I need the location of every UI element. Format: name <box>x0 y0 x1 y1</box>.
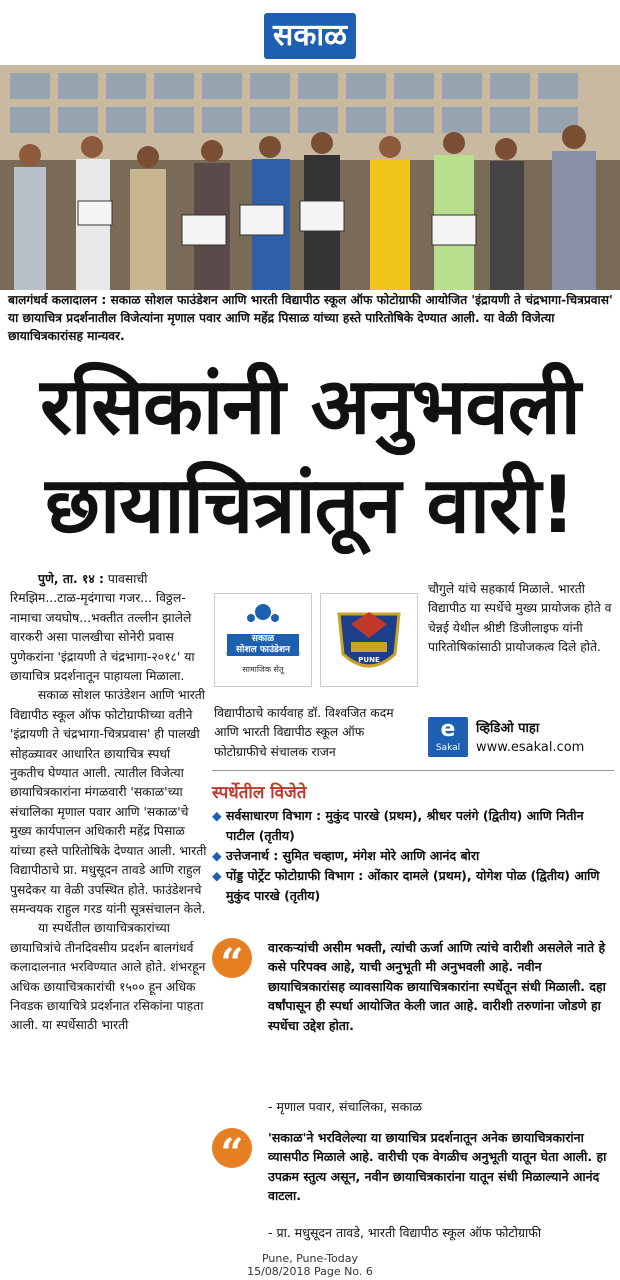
list-item <box>212 846 614 866</box>
esakal-icon[interactable] <box>428 717 468 757</box>
quote-text: वारकऱ्यांची असीम भक्ती, त्यांची ऊर्जा आणि त्यांचे वारीशी असलेले नाते हे कसे परिपक्व आहे, याची अनुभूती मी अनुभवली आहे. नवीन छायाचित्रकारांसह व्यावसायिक छायाचित्रकारांना स्पर्धेतून संधी मिळाली. दहा वर्षांपासून ही स्पर्धा आयोजित केली जात आहे. वारीशी तरुणांना जोडणे हा स्पर्धेचा उद्देश होता. <box>268 940 606 1033</box>
bullet-icon: ◆ <box>212 848 222 863</box>
quote-icon: “ <box>212 938 252 978</box>
quote-author: - प्रा. मधुसूदन तावडे, भारती विद्यापीठ स्कूल ऑफ फोटोग्राफी <box>268 1225 542 1240</box>
footer-line-1: Pune, Pune-Today <box>261 1252 359 1265</box>
group-photo-icon <box>0 65 620 290</box>
university-emblem-icon <box>321 594 417 686</box>
video-label: व्हिडिओ पाहा <box>476 721 540 736</box>
esakal-icon-letter: e <box>440 717 456 742</box>
list-item <box>212 866 614 906</box>
headline-line-2: छायाचित्रांतून वारी! <box>45 461 575 551</box>
winners-title: स्पर्धेतील विजेते <box>212 783 307 803</box>
page-footer <box>0 1252 620 1278</box>
article-column-1 <box>10 570 208 1036</box>
winner-text: सर्वसाधारण विभाग : मुकुंद पारखे (प्रथम), श्रीधर पलंगे (द्वितीय) आणि नितीन पाटील (तृतीय) <box>226 808 584 843</box>
section-divider <box>212 770 614 771</box>
esakal-link[interactable]: www.esakal.com <box>476 740 585 755</box>
winner-text: उत्तेजनार्थ : सुमित चव्हाण, मंगेश मोरे आणि आनंद बोरा <box>226 848 480 863</box>
foundation-logo-line-2: सोशल फाउंडेशन <box>236 645 290 655</box>
quote-author: - मृणाल पवार, संचालिका, सकाळ <box>268 1099 422 1114</box>
winners-list <box>212 806 614 906</box>
esakal-icon-sub: Sakal <box>435 743 461 753</box>
sakal-logo <box>264 13 356 59</box>
quote-block <box>212 1128 614 1248</box>
quote-text: 'सकाळ'ने भरविलेल्या या छायाचित्र प्रदर्शनातून अनेक छायाचित्रकारांना व्यासपीठ मिळाले आहे. वारीची एक वेगळीच अनुभूती यातून घेता आली. हा उपक्रम स्तुत्य असून, नवीन छायाचित्रकारांना यातून संधी मिळाल्याने आनंद वाटला. <box>268 1130 607 1204</box>
bharati-vidyapeeth-logo <box>320 593 418 687</box>
quote-icon: “ <box>212 1128 252 1168</box>
event-photo <box>0 65 620 290</box>
article-column-2: विद्यापीठाचे कार्यवाह डॉ. विश्वजित कदम आणि भारती विद्यापीठ स्कूल ऑफ फोटोग्राफीचे संचालक राजन <box>214 706 394 759</box>
logo-text: सकाळ <box>273 18 347 53</box>
headline-line-1: रसिकांनी अनुभवली <box>40 362 580 452</box>
dateline: पुणे, ता. १४ : <box>38 572 104 586</box>
foundation-tagline: सामाजिक सेतू <box>242 665 284 674</box>
article-paragraph-2: सकाळ सोशल फाउंडेशन आणि भारती विद्यापीठ स्कूल ऑफ फोटोग्राफीच्या वतीने 'इंद्रायणी ते चंद्रभागा-चित्रप्रवास' ही पालखी सोहळ्यावर आधारित छायाचित्र स्पर्धा नुकतीच घेण्यात आली. त्यातील विजेत्या छायाचित्रकारांना मंगळवारी 'सकाळ'च्या संचालिका मृणाल पवार आणि 'सकाळ'चे मुख्य कार्यपालन अधिकारी महेंद्र पिसाळ यांच्या हस्ते पारितोषिके देण्यात आली. भारती विद्यापीठाचे प्रा. मधुसूदन तावडे आणि राहुल पुसदेकर या वेळी उपस्थित होते. फाउंडेशनचे समन्वयक राहुल गरड यांनी सूत्रसंचालन केले. <box>10 688 207 916</box>
bullet-icon: ◆ <box>212 868 222 883</box>
winner-text: पोंड्ड पोर्ट्रेट फोटोग्राफी विभाग : ओंकार दामले (प्रथम), योगेश पोळ (द्वितीय) आणि मुकुंद पारखे (तृतीय) <box>226 868 600 903</box>
bharati-logo-text: PUNE <box>358 656 380 664</box>
headline <box>0 358 620 556</box>
sakal-social-foundation-logo <box>214 593 312 687</box>
article-paragraph-1: पावसाची रिमझिम...टाळ-मृदंगाचा गजर... विठ्ठल-नामाचा जयघोष...भक्तीत तल्लीन झालेले वारकरी असा पालखीचा सोनेरी प्रवास पुणेकरांना 'इंद्रायणी ते चंद्रभागा-२०१८' या छायाचित्र प्रदर्शनातून पाहायला मिळाला. <box>10 572 195 684</box>
quote-block <box>212 938 614 1118</box>
footer-line-2: 15/08/2018 Page No. 6 <box>247 1265 373 1278</box>
foundation-logo-line-1: सकाळ <box>251 634 275 644</box>
list-item <box>212 806 614 846</box>
article-paragraph-3: या स्पर्धेतील छायाचित्रकारांच्या छायाचित्रांचे तीनदिवसीय प्रदर्शन बालगंधर्व कलादालनात भरविण्यात आले होते. शंभरहून अधिक छायाचित्रकारांची १५०० हून अधिक निवडक छायाचित्रे प्रदर्शनात रसिकांना पाहता आली. या स्पर्धेसाठी भारती <box>10 921 206 1033</box>
photo-caption: बालगंधर्व कलादालन : सकाळ सोशल फाउंडेशन आणि भारती विद्यापीठ स्कूल ऑफ फोटोग्राफी आयोजित 'इंद्रायणी ते चंद्रभागा-चित्रप्रवास' या छायाचित्र प्रदर्शनातील विजेत्यांना मृणाल पवार आणि महेंद्र पिसाळ यांच्या हस्ते पारितोषिके देण्यात आली. या वेळी विजेत्या छायाचित्रकारांसह मान्यवर. <box>8 293 613 343</box>
bullet-icon: ◆ <box>212 808 222 823</box>
article-column-3: चौगुले यांचे सहकार्य मिळाले. भारती विद्यापीठ या स्पर्धेचे मुख्य प्रायोजक होते व चेन्नई येथील श्रीष्टी डिजीलाइफ यांनी पारितोषिकांसाठी प्रायोजकत्व दिले होते. <box>428 582 612 655</box>
